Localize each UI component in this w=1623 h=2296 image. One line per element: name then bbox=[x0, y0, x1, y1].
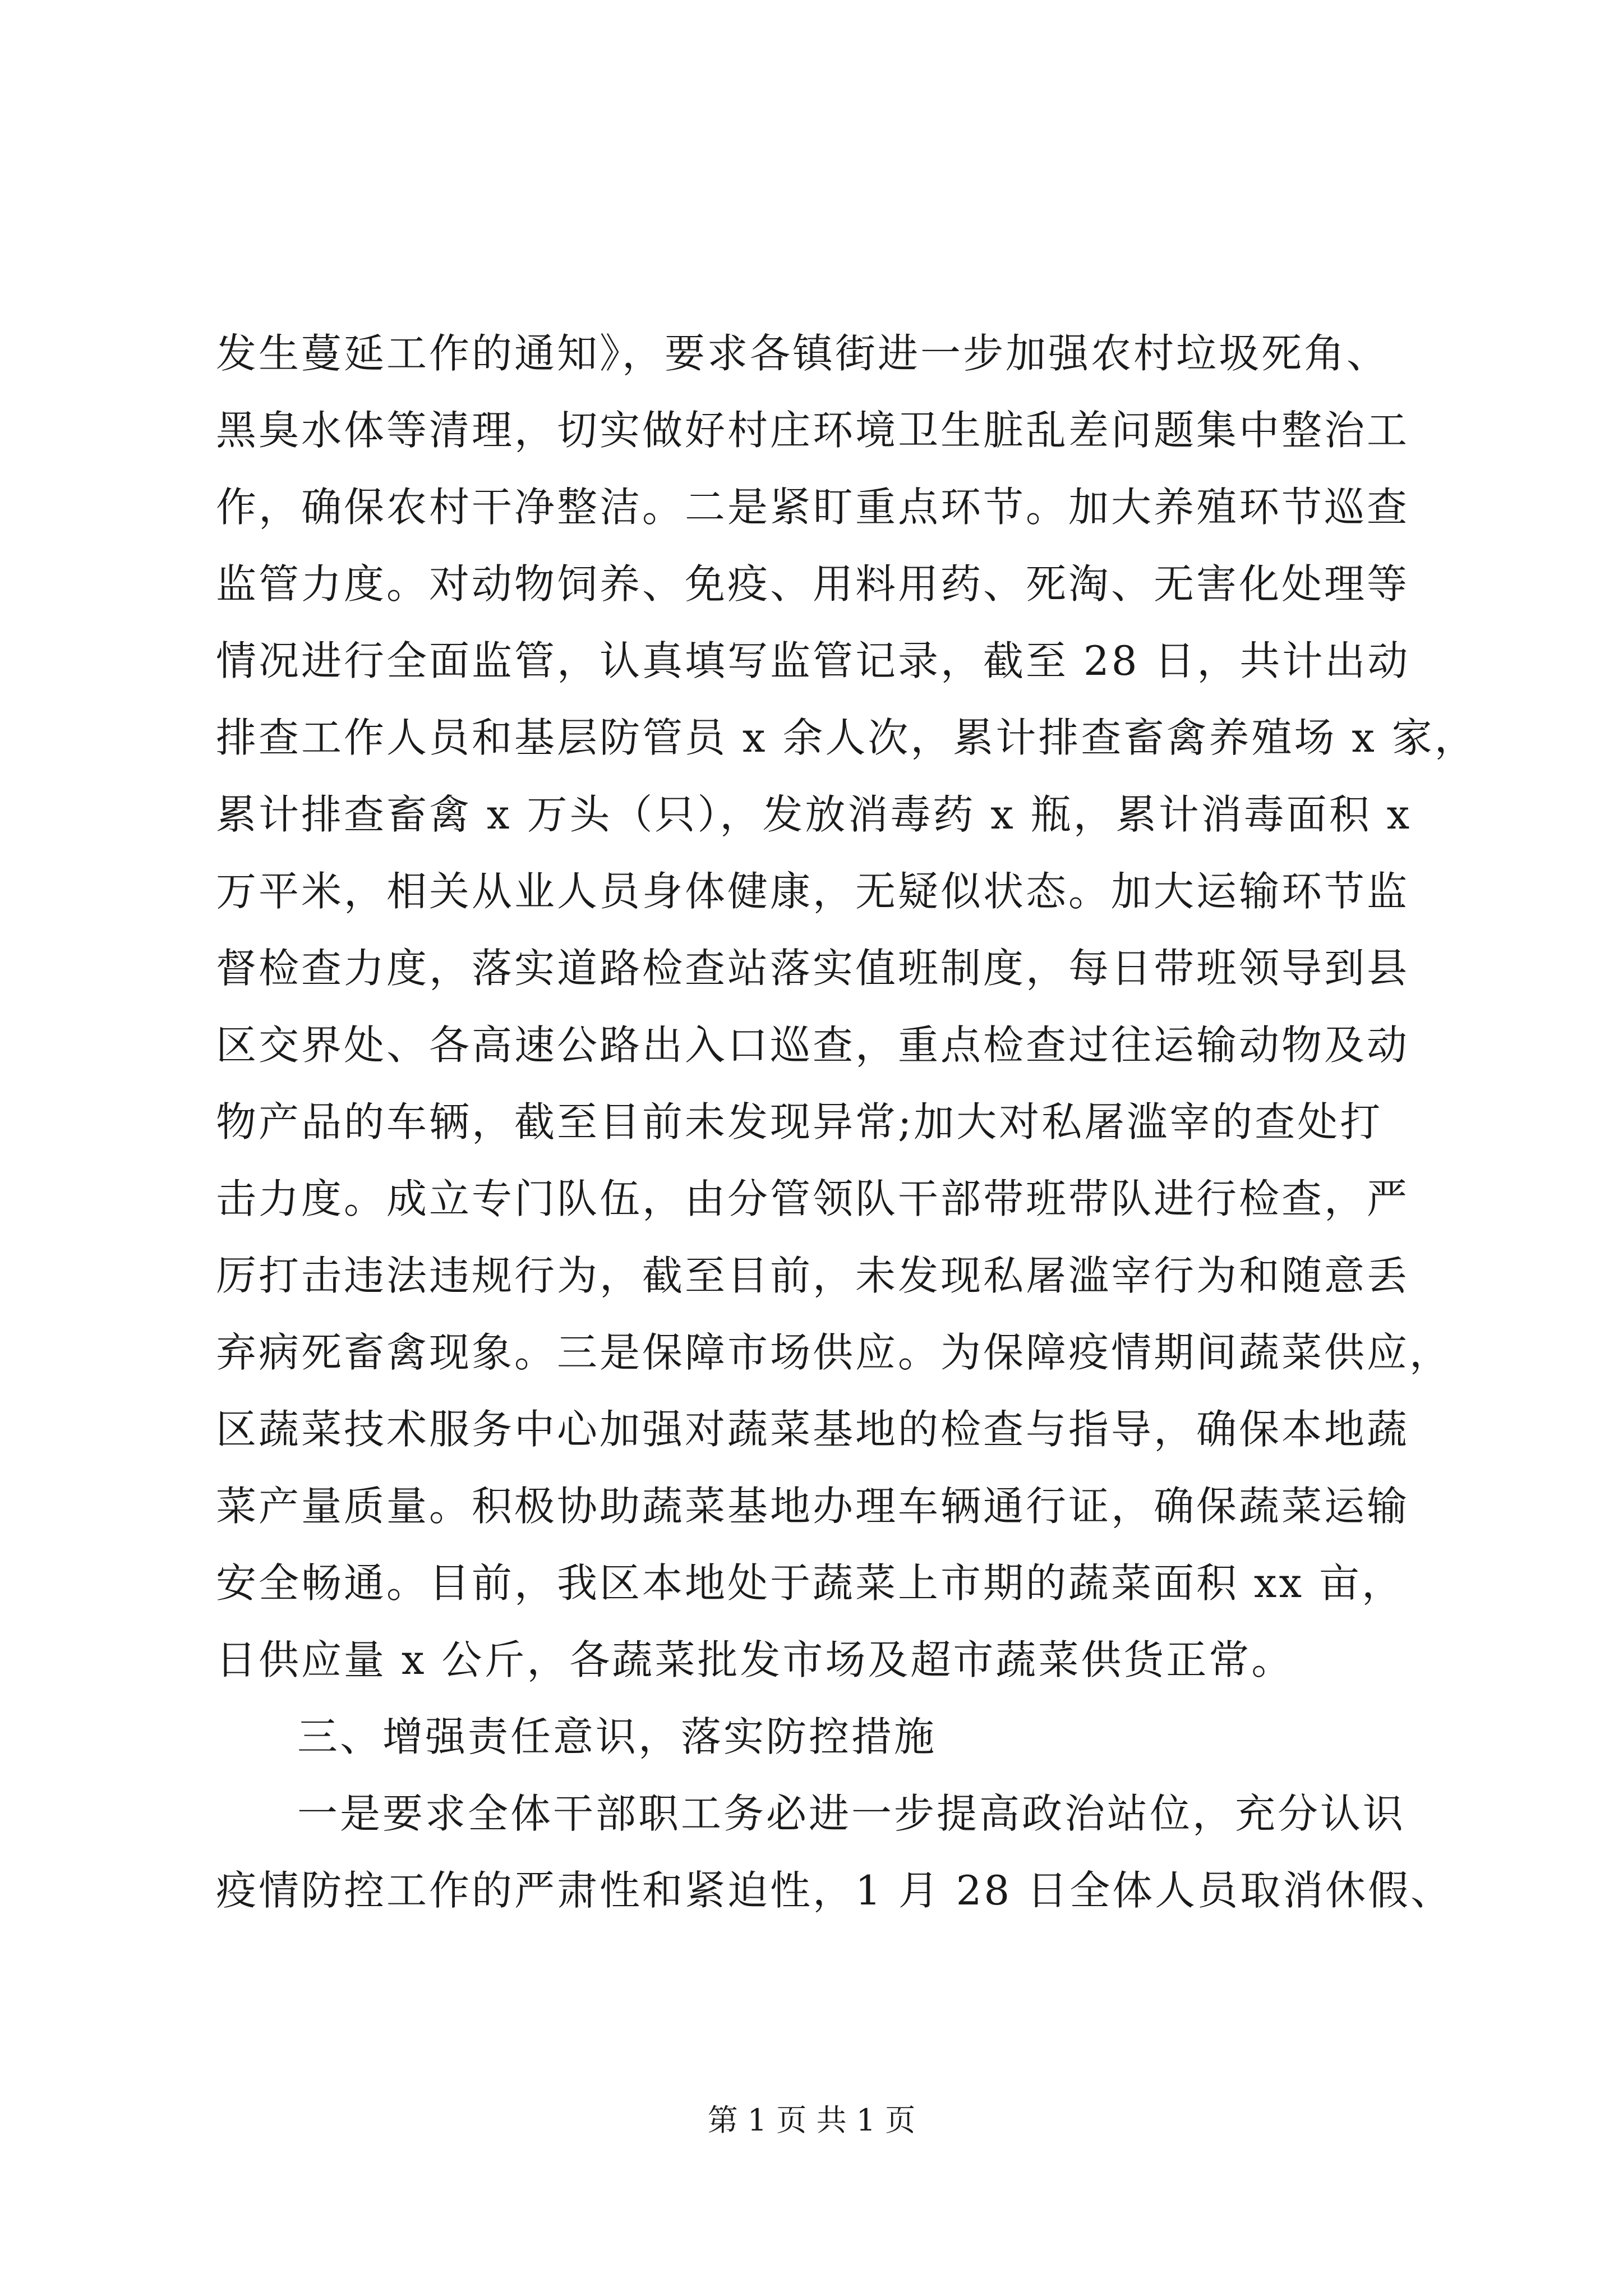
paragraph-line: 区蔬菜技术服务中心加强对蔬菜基地的检查与指导，确保本地蔬 bbox=[216, 1406, 1410, 1453]
paragraph-line: 安全畅通。目前，我区本地处于蔬菜上市期的蔬菜面积 xx 亩， bbox=[216, 1559, 1404, 1607]
paragraph-line: 菜产量质量。积极协助蔬菜基地办理车辆通行证，确保蔬菜运输 bbox=[216, 1483, 1410, 1530]
paragraph-line: 累计排查畜禽 x 万头（只），发放消毒药 x 瓶，累计消毒面积 x bbox=[216, 791, 1412, 838]
paragraph-line: 击力度。成立专门队伍，由分管领队干部带班带队进行检查，严 bbox=[216, 1175, 1410, 1222]
paragraph-line: 监管力度。对动物饲养、免疫、用料用药、死淘、无害化处理等 bbox=[216, 560, 1410, 608]
paragraph-line: 弃病死畜禽现象。三是保障市场供应。为保障疫情期间蔬菜供应， bbox=[216, 1329, 1453, 1376]
paragraph-line: 情况进行全面监管，认真填写监管记录，截至 28 日，共计出动 bbox=[216, 637, 1410, 684]
paragraph-line: 万平米，相关从业人员身体健康，无疑似状态。加大运输环节监 bbox=[216, 868, 1410, 915]
paragraph-line: 区交界处、各高速公路出入口巡查，重点检查过往运输动物及动 bbox=[216, 1022, 1410, 1069]
paragraph-line: 一是要求全体干部职工务必进一步提高政治站位，充分认识 bbox=[297, 1790, 1406, 1837]
paragraph-line: 排查工作人员和基层防管员 x 余人次，累计排查畜禽养殖场 x 家， bbox=[216, 714, 1477, 761]
paragraph-line: 黑臭水体等清理，切实做好村庄环境卫生脏乱差问题集中整治工 bbox=[216, 407, 1410, 454]
paragraph-line: 厉打击违法违规行为，截至目前，未发现私屠滥宰行为和随意丢 bbox=[216, 1252, 1410, 1299]
paragraph-line: 疫情防控工作的严肃性和紧迫性，1 月 28 日全体人员取消休假、 bbox=[216, 1867, 1454, 1914]
paragraph-line: 督检查力度，落实道路检查站落实值班制度，每日带班领导到县 bbox=[216, 945, 1410, 992]
paragraph-line: 物产品的车辆，截至目前未发现异常;加大对私屠滥宰的查处打 bbox=[216, 1098, 1383, 1145]
section-heading: 三、增强责任意识，落实防控措施 bbox=[297, 1713, 937, 1760]
paragraph-line: 日供应量 x 公斤，各蔬菜批发市场及超市蔬菜供货正常。 bbox=[216, 1636, 1294, 1683]
paragraph-line: 发生蔓延工作的通知》，要求各镇街进一步加强农村垃圾死角、 bbox=[216, 330, 1390, 377]
page-number-indicator: 第 1 页 共 1 页 bbox=[707, 2102, 916, 2138]
page-footer bbox=[0, 2101, 1623, 2140]
paragraph-line: 作，确保农村干净整洁。二是紧盯重点环节。加大养殖环节巡查 bbox=[216, 484, 1410, 531]
